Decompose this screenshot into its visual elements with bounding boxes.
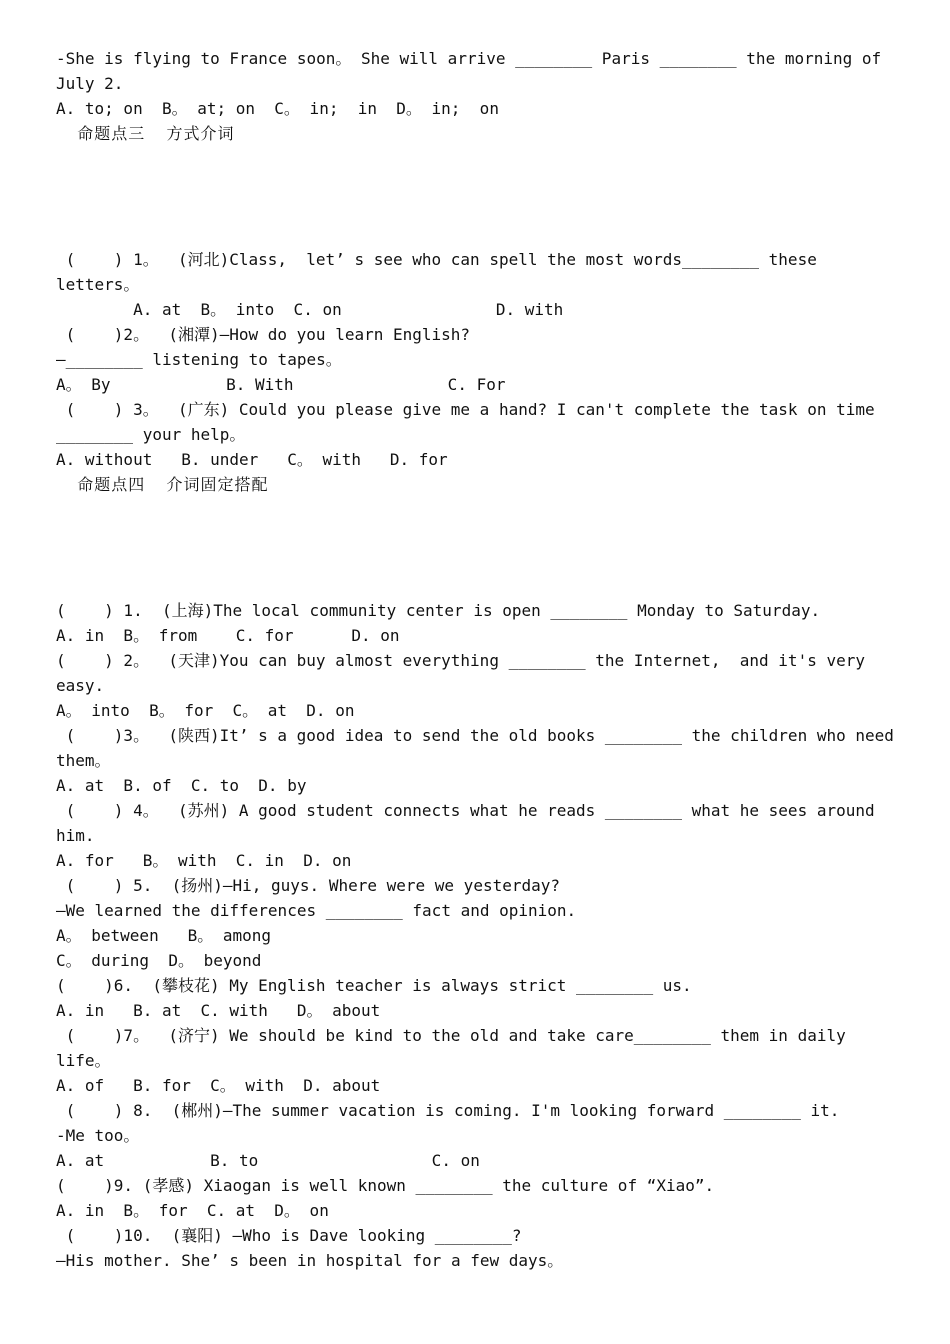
answer-options: A. at B。 into C. on D. with	[56, 300, 564, 319]
question-text: ( )7。 (济宁) We should be kind to the old and take care________ them in daily	[56, 1026, 846, 1045]
answer-options: C。 during D。 beyond	[56, 951, 262, 970]
answer-options: A. in B. at C. with D。 about	[56, 1001, 381, 1020]
question-text: ( )2。 (湘潭)—How do you learn English?	[56, 325, 471, 344]
question-text: ( ) 8. (郴州)—The summer vacation is coming. I'm looking forward ________ it.	[56, 1101, 840, 1120]
question-text: —His mother. She’ s been in hospital for a few days。	[56, 1251, 564, 1270]
question-text: ( )3。 (陕西)It’ s a good idea to send the old books ________ the children who need	[56, 726, 894, 745]
answer-options: A。 into B。 for C。 at D. on	[56, 701, 355, 720]
answer-options: A. at B. of C. to D. by	[56, 776, 307, 795]
question-text: —________ listening to tapes。	[56, 350, 342, 369]
answer-options: A. without B. under C。 with D. for	[56, 450, 448, 469]
question-text: July 2.	[56, 74, 124, 93]
question-text: ( ) 4。 (苏州) A good student connects what he reads ________ what he sees around	[56, 801, 875, 820]
question-text: ( )6. (攀枝花) My English teacher is always strict ________ us.	[56, 976, 692, 995]
question-text: ________ your help。	[56, 425, 246, 444]
question-text: ( ) 5. (扬州)—Hi, guys. Where were we yesterday?	[56, 876, 561, 895]
answer-options: A. at B. to C. on	[56, 1151, 480, 1170]
answer-options: A。 between B。 among	[56, 926, 272, 945]
question-text: ( )10. (襄阳) —Who is Dave looking ________?	[56, 1226, 522, 1245]
question-text: him.	[56, 826, 95, 845]
answer-options: A. in B。 for C. at D。 on	[56, 1201, 329, 1220]
question-text: —We learned the differences ________ fact and opinion.	[56, 901, 577, 920]
question-text: -She is flying to France soon。 She will arrive ________ Paris ________ the morning of	[56, 49, 882, 68]
question-text: ( ) 3。 (广东) Could you please give me a hand? I can't complete the task on time	[56, 400, 875, 419]
section-heading: 命题点三 方式介词	[56, 124, 235, 143]
question-text: ( ) 2。 (天津)You can buy almost everything ________ the Internet, and it's very	[56, 651, 865, 670]
question-text: easy.	[56, 676, 105, 695]
question-text: letters。	[56, 275, 140, 294]
answer-options: A. for B。 with C. in D. on	[56, 851, 352, 870]
question-text: ( )9. (孝感) Xiaogan is well known ________ the culture of “Xiao”.	[56, 1176, 715, 1195]
section-heading: 命题点四 介词固定搭配	[56, 475, 269, 494]
answer-options: A. of B. for C。 with D. about	[56, 1076, 381, 1095]
answer-options: A. to; on B。 at; on C。 in; in D。 in; on	[56, 99, 499, 118]
question-text: ( ) 1。 (河北)Class, let’ s see who can spell the most words________ these	[56, 250, 817, 269]
question-text: them。	[56, 751, 111, 770]
question-text: -Me too。	[56, 1126, 140, 1145]
answer-options: A。 By B. With C. For	[56, 375, 506, 394]
answer-options: A. in B。 from C. for D. on	[56, 626, 400, 645]
question-text: ( ) 1. (上海)The local community center is open ________ Monday to Saturday.	[56, 601, 821, 620]
question-text: life。	[56, 1051, 111, 1070]
